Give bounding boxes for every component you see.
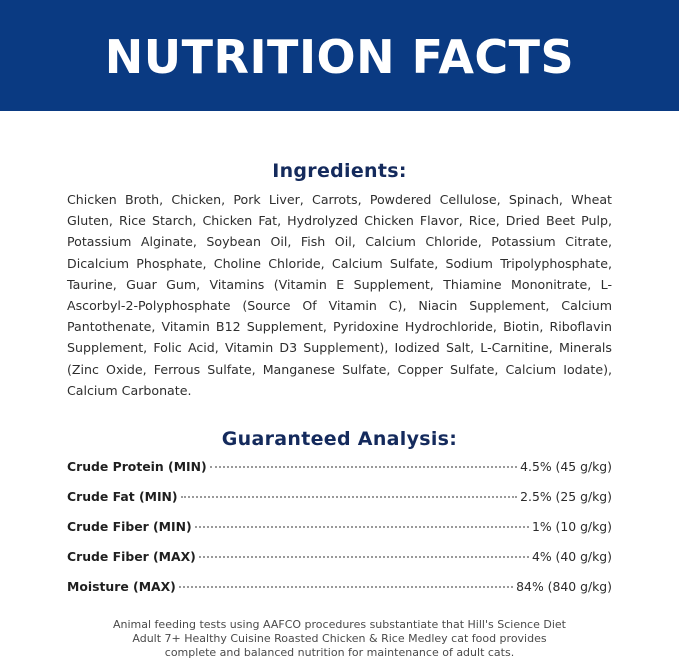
analysis-row-value: 4.5% (45 g/kg) (520, 459, 612, 474)
banner-title: NUTRITION FACTS (104, 29, 575, 84)
analysis-row-value: 84% (840 g/kg) (516, 579, 612, 594)
ingredients-text: Chicken Broth, Chicken, Pork Liver, Carrots, Powdered Cellulose, Spinach, Wheat Gluten, Rice Starch, Chicken Fat, Hydrolyzed Chicken Flavor, Rice, Dried Beet Pulp, Potassium Alginate, Soybean Oil, Fish Oil, Calcium Chloride, Potassium Citrate, Dicalcium Phosphate, Choline Chloride, Calcium Sulfate, Sodium Tripolyphosphate, Taurine, Guar Gum, Vitamins (Vitamin E Supplement, Thiamine Mononitrate, L-Ascorbyl-2-Polyphosphate (Source Of Vitamin C), Niacin Supplement, Calcium Pantothenate, Vitamin B12 Supplement, Pyridoxine Hydrochloride, Biotin, Riboflavin Supplement, Folic Acid, Vitamin D3 Supplement), Iodized Salt, L-Carnitine, Minerals (Zinc Oxide, Ferrous Sulfate, Manganese Sulfate, Copper Sulfate, Calcium Iodate), Calcium Carbonate. (67, 192, 612, 398)
dot-leader (210, 466, 517, 468)
aafco-statement-line: Adult 7+ Healthy Cuisine Roasted Chicken & Rice Medley cat food provides (132, 632, 547, 645)
dot-leader (195, 526, 529, 528)
aafco-statement-line: Animal feeding tests using AAFCO procedures substantiate that Hill's Science Diet (113, 618, 566, 631)
analysis-row-value: 2.5% (25 g/kg) (520, 489, 612, 504)
analysis-row-crude-fiber-max (67, 549, 612, 579)
guaranteed-analysis-table (67, 459, 612, 609)
analysis-row-label: Crude Fiber (MAX) (67, 549, 196, 564)
ingredients-heading: Ingredients: (272, 160, 407, 182)
analysis-row-crude-protein-min (67, 459, 612, 489)
dot-leader (181, 496, 518, 498)
nutrition-facts-banner (0, 0, 679, 111)
dot-leader (199, 556, 529, 558)
analysis-row-moisture-max (67, 579, 612, 609)
analysis-row-value: 1% (10 g/kg) (531, 519, 612, 534)
analysis-row-label: Crude Fiber (MIN) (67, 519, 192, 534)
analysis-row-crude-fat-min (67, 489, 612, 519)
analysis-row-label: Moisture (MAX) (67, 579, 176, 594)
guaranteed-analysis-heading: Guaranteed Analysis: (221, 428, 458, 450)
analysis-row-value: 4% (40 g/kg) (531, 549, 612, 564)
dot-leader (179, 586, 513, 588)
analysis-row-crude-fiber-min (67, 519, 612, 549)
aafco-statement (0, 618, 679, 660)
analysis-row-label: Crude Fat (MIN) (67, 489, 178, 504)
aafco-statement-line: complete and balanced nutrition for maintenance of adult cats. (164, 646, 515, 659)
analysis-row-label: Crude Protein (MIN) (67, 459, 207, 474)
